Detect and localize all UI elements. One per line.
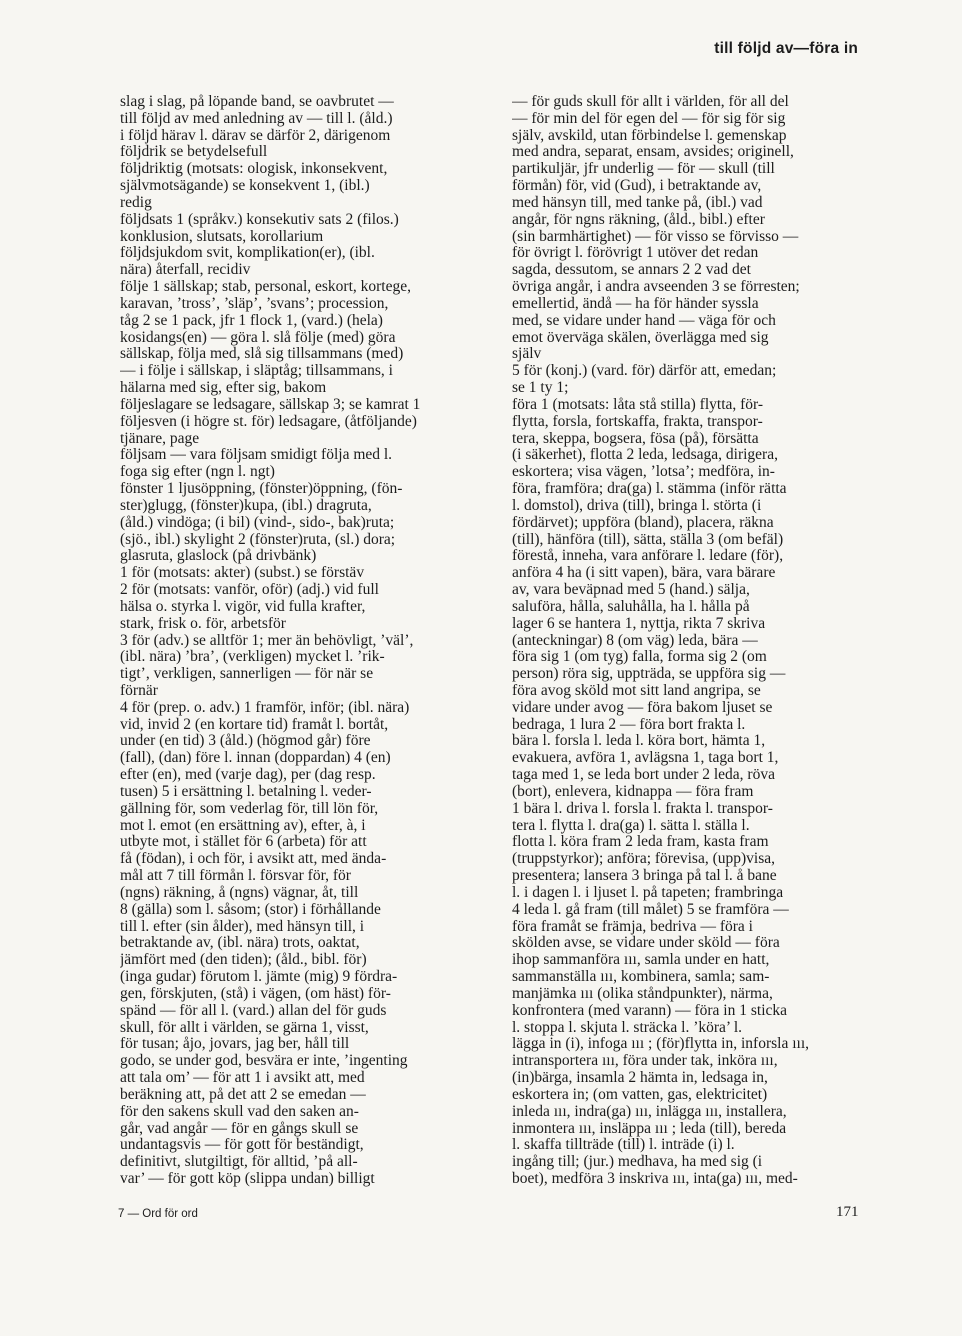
text-line: flotta l. köra fram 2 leda fram, kasta fram (512, 834, 769, 851)
text-line: själv, avskild, utan förbindelse l. gemenskap (512, 127, 787, 144)
text-line: mål att 7 till förmån l. försvar för, för (120, 868, 351, 885)
text-line: gällning för, som vederlag för, till lön för, (120, 800, 379, 817)
text-line: ingång till; (jur.) medhava, ha med sig (i (512, 1154, 763, 1171)
text-line: se 1 ty 1; (512, 380, 569, 397)
text-line: (anteckningar) 8 (om väg) leda, bära — (512, 632, 758, 649)
text-line: spänd — för all l. (vard.) allan del för guds (120, 1002, 387, 1019)
right-column (512, 94, 864, 1188)
text-line: undantagsvis — för gott för beständigt, (120, 1137, 364, 1154)
text-line: under (en tid) 3 (åld.) (högmod går) före (120, 733, 371, 750)
text-line: (ibl. nära) ’bra’, (verkligen) mycket l. ’rik- (120, 649, 385, 666)
text-line: följdsjukdom svit, komplikation(er), (ibl. (120, 245, 375, 262)
text-line: l. i dagen l. i ljuset l. på tapeten; frambringa (512, 884, 784, 901)
text-line: emot överväga skälen, överlägga med sig (512, 329, 769, 346)
text-line: emellertid, ändå — ha för händer syssla (512, 295, 759, 312)
text-line: 3 för (adv.) se alltför 1; mer än behövligt, ’väl’, (120, 632, 414, 649)
text-line: foga sig efter (ngn l. ngt) (120, 464, 275, 481)
text-line: utbyte mot, i stället för 6 (arbeta) för att (120, 834, 367, 851)
text-line: l. stoppa l. skjuta l. sträcka l. ’köra’ l. (512, 1019, 743, 1036)
text-line: konfrontera (med varann) — föra in 1 sticka (512, 1002, 788, 1019)
text-line: 4 för (prep. o. adv.) 1 framför, inför; (ibl. nära) (120, 699, 410, 716)
text-line: inmontera ııı, insläppa ııı ; leda (till), bereda (512, 1120, 787, 1137)
text-line: (åld.) vindöga; (i bil) (vind-, sido-, bak)ruta; (120, 514, 395, 531)
text-line: föra framåt se främja, bedriva — föra i (512, 918, 753, 935)
text-line: tigt’, verkligen, sannerligen — för när se (120, 666, 374, 683)
text-line: (ngns) räkning, å (ngns) vägnar, åt, till (120, 884, 359, 901)
text-line: följdrik se betydelsefull (120, 144, 268, 161)
text-line: följdsats 1 (språkv.) konsekutiv sats 2 (filos.) (120, 211, 399, 228)
text-line: med, se vidare under hand — väga för och (512, 312, 776, 329)
text-line: övriga angår, i andra avseenden 3 se förresten; (512, 279, 800, 296)
text-line: för tusan; åjo, jovars, jag ber, håll till (120, 1036, 350, 1053)
text-line: konklusion, slutsats, korollarium (120, 228, 324, 245)
text-line: efter (en), med (varje dag), per (dag resp. (120, 767, 376, 784)
text-line: lager 6 se hantera 1, nyttja, rikta 7 skriva (512, 615, 766, 632)
running-head: till följd av—föra in (714, 40, 858, 57)
text-line: bedraga, 1 lura 2 — föra bort frakta l. (512, 716, 746, 733)
text-line: i följd härav l. därav se därför 2, därigenom (120, 127, 391, 144)
text-line: lägga in (i), infoga ııı ; (för)flytta in, inforsla ııı, (512, 1036, 810, 1053)
text-line: hälarna med sig, efter sig, bakom (120, 380, 327, 397)
text-line: tjänare, page (120, 430, 200, 447)
text-line: (fall), (dan) före l. innan (doppardan) 4 (en) (120, 750, 391, 767)
text-line: följe 1 sällskap; stab, personal, eskort, kortege, (120, 279, 411, 296)
text-line: till l. efter (sin ålder), med hänsyn till, i (120, 918, 365, 935)
text-line: föra avog sköld mot sitt land angripa, se (512, 682, 761, 699)
text-line: intransportera ııı, föra under tak, inköra ııı, (512, 1053, 778, 1070)
text-line: l. skaffa tillträde (till) l. inträde (i) l. (512, 1137, 735, 1154)
text-line: själv (512, 346, 542, 363)
text-line: fönster 1 ljusöppning, (fönster)öppning, (fön- (120, 481, 403, 498)
text-line: för den sakens skull vad den saken an- (120, 1103, 359, 1120)
text-line: kosidangs(en) — göra l. slå följe (med) göra (120, 329, 396, 346)
text-line: l. domstol), driva (till), bringa l. störta (i (512, 497, 762, 514)
page-number: 171 (836, 1204, 859, 1220)
text-line: sällskap, följa med, slå sig tillsammans (med) (120, 346, 404, 363)
text-line: av, vara beväpnad med 5 (hand.) sälja, (512, 582, 750, 599)
text-line: jämfört med (den tiden); (åld., bibl. för) (120, 952, 367, 969)
text-line: följdriktig (motsats: ologisk, inkonsekvent, (120, 161, 388, 178)
text-line: slag i slag, på löpande band, se oavbrutet — (120, 94, 394, 110)
text-line: föra 1 (motsats: låta stå stilla) flytta, för- (512, 396, 764, 413)
text-line: betraktande av, (ibl. nära) trots, oaktat, (120, 935, 360, 952)
text-line: anföra 4 ha (i sitt vapen), bära, vara bärare (512, 565, 776, 582)
text-line: (truppstyrkor); anföra; förevisa, (upp)visa, (512, 851, 775, 868)
text-line: ster)glugg, (fönster)kupa, (ibl.) dragruta, (120, 497, 372, 514)
text-line: vidare under avog — föra bakom ljuset se (512, 699, 773, 716)
text-line: stark, frisk o. för, arbetsför (120, 615, 286, 632)
text-line: tera l. flytta l. dra(ga) l. sätta l. ställa l. (512, 817, 750, 834)
text-line: med andra, separat, ensam, avsides; originell, (512, 144, 794, 161)
text-line: partikuljär, jfr underlig — för — skull (till (512, 161, 775, 178)
text-line: 5 för (konj.) (vard. för) därför att, emedan; (512, 363, 777, 380)
text-line: mot l. emot (en ersättning av), efter, à, i (120, 817, 366, 834)
text-line: manjämka ııı (olika ståndpunkter), närma, (512, 985, 773, 1002)
signature-mark: 7 — Ord för ord (118, 1208, 198, 1220)
text-line: definitivt, slutgiltigt, för alltid, ’på all- (120, 1154, 358, 1171)
text-line: godo, se under god, besvära er inte, ’ingenting (120, 1053, 408, 1070)
text-line: eskortera in; (om vatten, gas, elektricitet) (512, 1086, 768, 1103)
text-line: nära) återfall, recidiv (120, 262, 251, 279)
text-line: förmån) för, vid (Gud), i betraktande av, (512, 178, 762, 195)
text-line: (bort), enlevera, kidnappa — föra fram (512, 783, 754, 800)
text-line: evakuera, avföra 1, avlägsna 1, taga bort 1, (512, 750, 779, 767)
text-line: (sin barmhärtighet) — för visso se förvisso — (512, 228, 799, 245)
text-line: föra sig 1 (om tyg) falla, forma sig 2 (om (512, 649, 767, 666)
text-line: till följd av med anledning av — till l. (åld.) (120, 110, 393, 127)
text-line: 1 för (motsats: akter) (subst.) se förstäv (120, 565, 365, 582)
text-line: förestå, inneha, vara anförare l. ledare (för), (512, 548, 784, 565)
text-line: (in)bärga, insamla 2 hämta in, ledsaga in, (512, 1070, 768, 1087)
text-line: med hänsyn till, med tanke på, (ibl.) vad (512, 194, 763, 211)
text-line: följeslagare se ledsagare, sällskap 3; se kamrat 1 (120, 396, 421, 413)
text-line: eskortera; visa vägen, ’lotsa’; medföra, in- (512, 464, 775, 481)
text-line: glasruta, glaslock (på drivbänk) (120, 548, 317, 565)
text-line: självmotsägande) se konsekvent 1, (ibl.) (120, 178, 370, 195)
text-line: vid, invid 2 (en kortare tid) framåt l. bortåt, (120, 716, 389, 733)
text-line: skull, för allt i världen, se gärna 1, visst, (120, 1019, 369, 1036)
text-line: går, vad angår — för en gångs skull se (120, 1120, 359, 1137)
text-line: följsam — vara följsam smidigt följa med l. (120, 447, 393, 464)
text-line: ihop sammanföra ııı, samla under en hatt, (512, 952, 770, 969)
left-column (120, 94, 472, 1188)
text-line: 8 (gälla) som l. såsom; (stor) i förhållande (120, 901, 381, 918)
text-line: karavan, ’tross’, ’släp’, ’svans’; procession, (120, 295, 389, 312)
text-line: hälsa o. styrka l. vigör, vid fulla krafter, (120, 598, 366, 615)
text-line: tusen) 5 i ersättning l. betalning l. veder- (120, 783, 372, 800)
text-line: sammanställa ııı, kombinera, samla; sam- (512, 969, 770, 986)
text-line: — för guds skull för allt i världen, för all del (512, 94, 789, 110)
text-line: för övrigt l. förövrigt 1 utöver det redan (512, 245, 759, 262)
text-line: sagda, dessutom, se annars 2 2 vad det (512, 262, 751, 279)
text-line: — för min del för egen del — för sig för sig (512, 110, 786, 127)
text-line: taga med 1, se leda bort under 2 leda, röva (512, 767, 775, 784)
text-line: skölden avse, se vidare under sköld — föra (512, 935, 780, 952)
text-line: förnär (120, 682, 158, 699)
text-line: tåg 2 se 1 pack, jfr 1 flock 1, (vard.) (hela) (120, 312, 383, 329)
text-line: flytta, forsla, fortskaffa, frakta, transpor- (512, 413, 763, 430)
text-line: (inga gudar) förutom l. jämte (mig) 9 fördra- (120, 969, 398, 986)
text-line: 1 bära l. driva l. forsla l. frakta l. transpor- (512, 800, 773, 817)
text-line: att tala om’ — för att 1 i avsikt att, med (120, 1070, 365, 1087)
text-line: saluföra, hålla, saluhålla, ha l. hålla på (512, 598, 750, 615)
text-line: — i följe i sällskap, i släptåg; tillsammans, i (120, 363, 393, 380)
text-line: beräkning att, på det att 2 se emedan — (120, 1086, 366, 1103)
text-line: inleda ııı, indra(ga) ııı, inlägga ııı, installera, (512, 1103, 787, 1120)
text-line: följesven (i högre st. för) ledsagare, (åtföljande) (120, 413, 417, 430)
text-line: angår, för ngns räkning, (åld., bibl.) efter (512, 211, 765, 228)
text-line: föra, framföra; dra(ga) l. stämma (inför rätta (512, 481, 787, 498)
text-line: boet), medföra 3 inskriva ııı, inta(ga) ııı, med- (512, 1171, 798, 1187)
text-line: person) röra sig, uppträda, se uppföra sig — (512, 666, 786, 683)
text-line: gen, förskjuten, (stå) i vägen, (om häst) för- (120, 985, 391, 1002)
text-line: 2 för (motsats: vanför, oför) (adj.) vid full (120, 582, 379, 599)
text-line: (i säkerhet), flotta 2 leda, ledsaga, dirigera, (512, 447, 778, 464)
text-line: bära l. forsla l. leda l. köra bort, hämta 1, (512, 733, 766, 750)
text-line: fördärvet); uppföra (bland), placera, räkna (512, 514, 774, 531)
text-line: få (födan), i och för, i avsikt att, med ända- (120, 851, 387, 868)
text-line: (sjö., ibl.) skylight 2 (fönster)ruta, (sl.) dora; (120, 531, 396, 548)
text-line: (till), hänföra (till), sätta, ställa 3 (om befäl) (512, 531, 784, 548)
text-line: tera, skeppa, bogsera, fösa (på), försätta (512, 430, 759, 447)
text-line: var’ — för gott köp (slippa undan) billigt (120, 1171, 375, 1187)
text-line: redig (120, 194, 152, 211)
text-line: 4 leda l. gå fram (till målet) 5 se framföra — (512, 901, 789, 918)
text-line: presentera; lansera 3 bringa på tal l. å bane (512, 868, 777, 885)
